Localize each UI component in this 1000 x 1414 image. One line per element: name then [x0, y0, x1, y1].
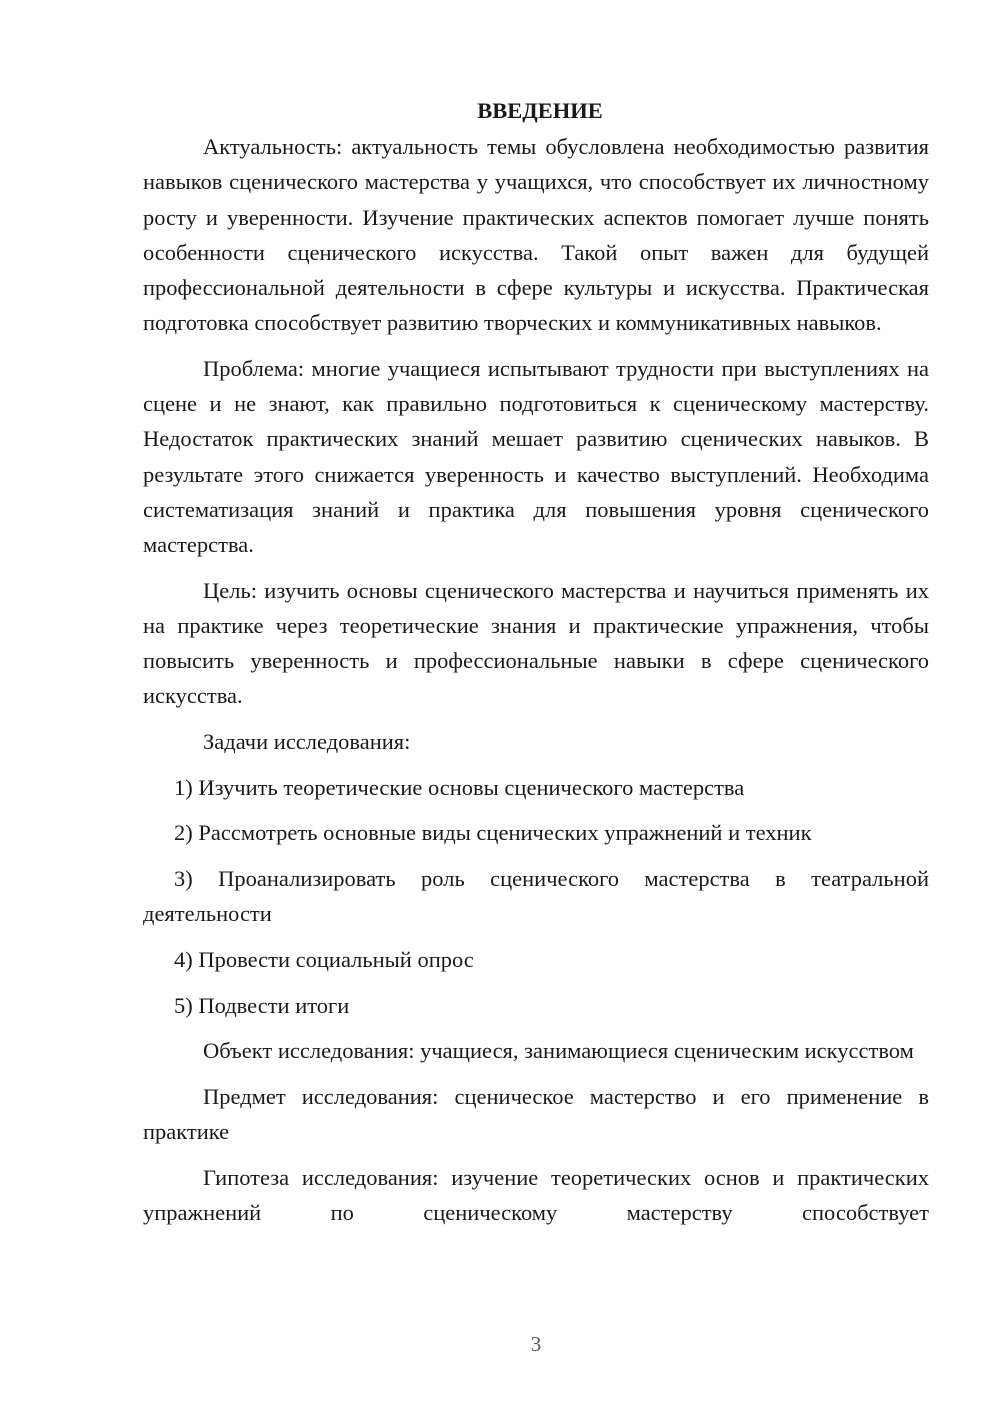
paragraph-object: Объект исследования: учащиеся, занимающиеся сценическим искусством: [203, 1038, 914, 1064]
document-title: ВВЕДЕНИЕ: [477, 98, 603, 123]
task-item-5: 5) Подвести итоги: [174, 992, 350, 1018]
document-page: [143, 93, 929, 1241]
task-item-1: 1) Изучить теоретические основы сценического мастерства: [174, 774, 745, 800]
task-item-3: 3) Проанализировать роль сценического мастерства в театральной деятельности: [143, 866, 929, 927]
paragraph-goal: Цель: изучить основы сценического мастерства и научиться применять их на практике через теоретические знания и практические упражнения, чтобы повысить уверенность и профессиональные навыки в сфере сценического искусства.: [143, 577, 929, 709]
paragraph-hypothesis: Гипотеза исследования: изучение теоретических основ и практических упражнений по сценическому мастерству способствует: [143, 1164, 929, 1226]
task-item-4: 4) Провести социальный опрос: [174, 946, 474, 972]
page-number: 3: [530, 1332, 542, 1356]
task-item-2: 2) Рассмотреть основные виды сценических упражнений и техник: [174, 820, 812, 846]
paragraph-subject: Предмет исследования: сценическое мастерство и его применение в практике: [143, 1084, 929, 1145]
tasks-label: Задачи исследования:: [203, 728, 411, 754]
paragraph-problem: Проблема: многие учащиеся испытывают трудности при выступлениях на сцене и не знают, как правильно подготовиться к сценическому мастерству. Недостаток практических знаний мешает развитию сценических навыков. В результате этого снижается уверенность и качество выступлений. Необходима систематизация знаний и практика для повышения уровня сценического мастерства.: [143, 355, 929, 557]
paragraph-relevance: Актуальность: актуальность темы обусловлена необходимостью развития навыков сценического мастерства у учащихся, что способствует их личностному росту и уверенности. Изучение практических аспектов помогает лучше понять особенности сценического искусства. Такой опыт важен для будущей профессиональной деятельности в сфере культуры и искусства. Практическая подготовка способствует развитию творческих и коммуникативных навыков.: [143, 134, 929, 336]
